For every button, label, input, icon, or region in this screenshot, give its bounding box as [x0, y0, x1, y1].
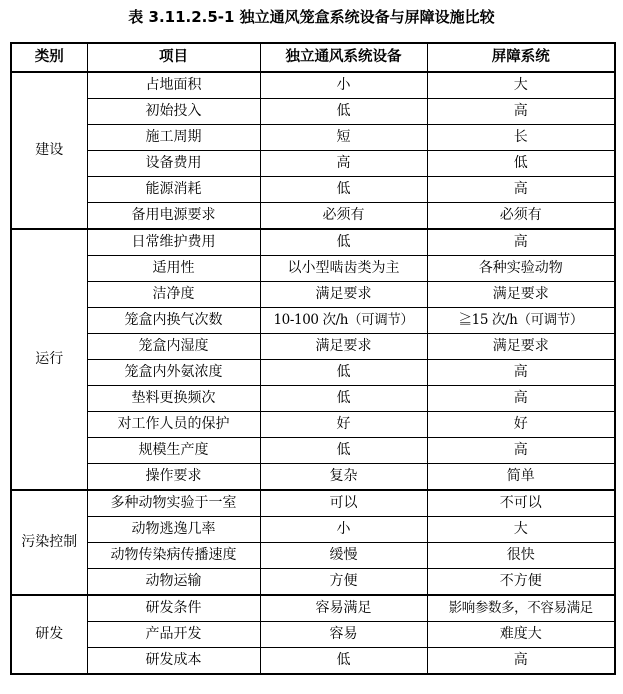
table-row — [11, 256, 615, 282]
table-row — [11, 125, 615, 151]
item-cell: 能源消耗 — [87, 177, 260, 203]
item-cell: 适用性 — [87, 256, 260, 282]
ivc-cell: 高 — [260, 151, 427, 177]
ivc-cell: 小 — [260, 72, 427, 99]
barrier-cell: 影响参数多，不容易满足 — [427, 595, 615, 622]
ivc-cell: 低 — [260, 229, 427, 256]
barrier-cell: 高 — [427, 360, 615, 386]
header-ivc: 独立通风系统设备 — [260, 43, 427, 72]
item-cell: 规模生产度 — [87, 438, 260, 464]
table-row — [11, 464, 615, 491]
barrier-cell: 低 — [427, 151, 615, 177]
item-cell: 日常维护费用 — [87, 229, 260, 256]
barrier-cell: 各种实验动物 — [427, 256, 615, 282]
table-row — [11, 386, 615, 412]
table-header — [11, 43, 615, 72]
ivc-cell: 小 — [260, 517, 427, 543]
table-row — [11, 308, 615, 334]
barrier-cell: 高 — [427, 648, 615, 675]
group-2 — [11, 490, 615, 595]
item-cell: 动物逃逸几率 — [87, 517, 260, 543]
ivc-cell: 可以 — [260, 490, 427, 517]
ivc-cell: 满足要求 — [260, 334, 427, 360]
ivc-cell: 短 — [260, 125, 427, 151]
item-cell: 设备费用 — [87, 151, 260, 177]
item-cell: 备用电源要求 — [87, 203, 260, 230]
table-row — [11, 177, 615, 203]
header-barrier: 屏障系统 — [427, 43, 615, 72]
barrier-cell: 高 — [427, 438, 615, 464]
table-row — [11, 72, 615, 99]
ivc-cell: 必须有 — [260, 203, 427, 230]
item-cell: 动物运输 — [87, 569, 260, 596]
item-cell: 动物传染病传播速度 — [87, 543, 260, 569]
barrier-cell: 满足要求 — [427, 282, 615, 308]
barrier-cell: 高 — [427, 177, 615, 203]
barrier-cell: 大 — [427, 517, 615, 543]
barrier-cell: 高 — [427, 99, 615, 125]
ivc-cell: 满足要求 — [260, 282, 427, 308]
ivc-cell: 低 — [260, 648, 427, 675]
category-cell: 建设 — [11, 72, 87, 229]
table-row — [11, 438, 615, 464]
barrier-cell: 长 — [427, 125, 615, 151]
ivc-cell: 以小型啮齿类为主 — [260, 256, 427, 282]
category-cell: 污染控制 — [11, 490, 87, 595]
table-row — [11, 648, 615, 675]
table-row — [11, 517, 615, 543]
barrier-cell: 不方便 — [427, 569, 615, 596]
category-cell: 运行 — [11, 229, 87, 490]
ivc-cell: 低 — [260, 386, 427, 412]
ivc-cell: 缓慢 — [260, 543, 427, 569]
table-row — [11, 282, 615, 308]
item-cell: 施工周期 — [87, 125, 260, 151]
ivc-cell: 复杂 — [260, 464, 427, 491]
barrier-cell: ≧15 次/h（可调节） — [427, 308, 615, 334]
table-caption: 表 3.11.2.5-1 独立通风笼盒系统设备与屏障设施比较 — [128, 8, 495, 26]
group-3 — [11, 595, 615, 674]
barrier-cell: 必须有 — [427, 203, 615, 230]
table-row — [11, 543, 615, 569]
barrier-cell: 高 — [427, 386, 615, 412]
ivc-cell: 低 — [260, 360, 427, 386]
item-cell: 操作要求 — [87, 464, 260, 491]
item-cell: 洁净度 — [87, 282, 260, 308]
barrier-cell: 简单 — [427, 464, 615, 491]
table-row — [11, 334, 615, 360]
ivc-cell: 好 — [260, 412, 427, 438]
ivc-cell: 低 — [260, 177, 427, 203]
ivc-cell: 容易满足 — [260, 595, 427, 622]
group-0 — [11, 72, 615, 229]
item-cell: 笼盒内换气次数 — [87, 308, 260, 334]
barrier-cell: 很快 — [427, 543, 615, 569]
table-row — [11, 360, 615, 386]
table-row — [11, 412, 615, 438]
item-cell: 占地面积 — [87, 72, 260, 99]
item-cell: 垫料更换频次 — [87, 386, 260, 412]
table-row — [11, 99, 615, 125]
ivc-cell: 低 — [260, 99, 427, 125]
table-row — [11, 229, 615, 256]
barrier-cell: 满足要求 — [427, 334, 615, 360]
header-row — [11, 43, 615, 72]
barrier-cell: 大 — [427, 72, 615, 99]
barrier-cell: 不可以 — [427, 490, 615, 517]
table-row — [11, 622, 615, 648]
item-cell: 多种动物实验于一室 — [87, 490, 260, 517]
item-cell: 对工作人员的保护 — [87, 412, 260, 438]
category-cell: 研发 — [11, 595, 87, 674]
ivc-cell: 容易 — [260, 622, 427, 648]
group-1 — [11, 229, 615, 490]
ivc-cell: 方便 — [260, 569, 427, 596]
table-row — [11, 203, 615, 230]
table-row — [11, 490, 615, 517]
item-cell: 初始投入 — [87, 99, 260, 125]
table-row — [11, 595, 615, 622]
barrier-cell: 难度大 — [427, 622, 615, 648]
item-cell: 研发条件 — [87, 595, 260, 622]
table-row — [11, 151, 615, 177]
item-cell: 研发成本 — [87, 648, 260, 675]
table-row — [11, 569, 615, 596]
header-item: 项目 — [87, 43, 260, 72]
comparison-table — [10, 42, 616, 675]
barrier-cell: 高 — [427, 229, 615, 256]
item-cell: 笼盒内外氨浓度 — [87, 360, 260, 386]
ivc-cell: 低 — [260, 438, 427, 464]
ivc-cell: 10-100 次/h（可调节） — [260, 308, 427, 334]
item-cell: 笼盒内湿度 — [87, 334, 260, 360]
item-cell: 产品开发 — [87, 622, 260, 648]
header-category: 类别 — [11, 43, 87, 72]
barrier-cell: 好 — [427, 412, 615, 438]
